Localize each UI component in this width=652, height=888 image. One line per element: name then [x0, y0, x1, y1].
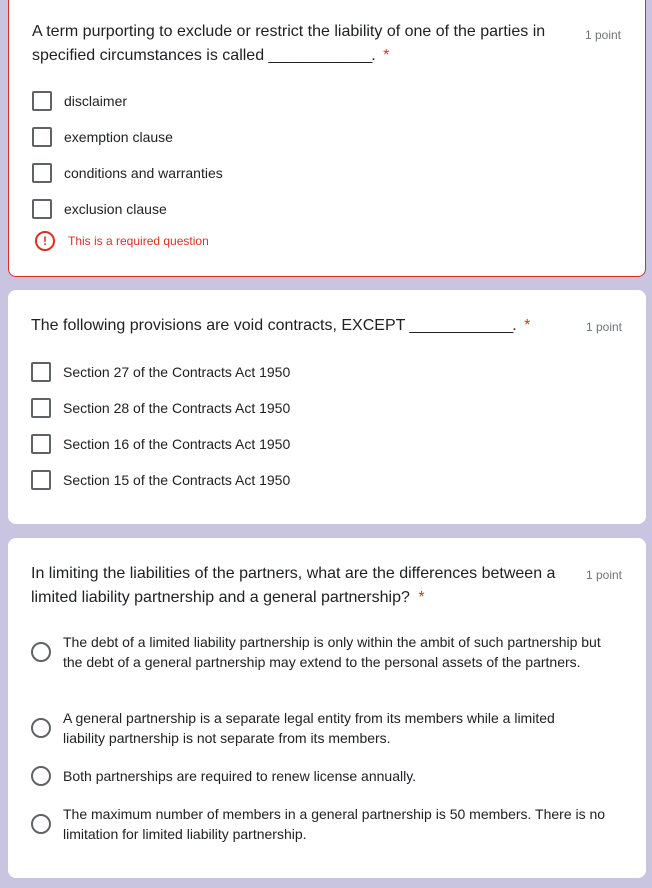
question-card-3: [8, 538, 646, 878]
option-radio[interactable]: [31, 632, 626, 672]
checkbox[interactable]: [31, 362, 51, 382]
radio-button[interactable]: [31, 766, 51, 786]
option-checkbox[interactable]: [31, 362, 626, 382]
option-label: Both partnerships are required to renew license annually.: [63, 768, 417, 784]
option-checkbox[interactable]: [32, 127, 625, 147]
radio-button[interactable]: [31, 642, 51, 662]
option-checkbox[interactable]: [31, 398, 626, 418]
option-checkbox[interactable]: [32, 163, 625, 183]
option-label: The maximum number of members in a general partnership is 50 members. There is no limitation for limited liability partnership.: [63, 806, 606, 842]
blank-line: _____________.: [268, 47, 375, 64]
option-label: Section 15 of the Contracts Act 1950: [63, 472, 291, 488]
option-label: A general partnership is a separate legal entity from its members while a limited liability partnership is not separate from its members.: [63, 710, 555, 746]
checkbox[interactable]: [32, 91, 52, 111]
required-asterisk: *: [383, 47, 390, 64]
radio-button[interactable]: [31, 718, 51, 738]
question-title: The following provisions are void contracts, EXCEPT _____________. *: [31, 317, 531, 334]
question-card-2: [8, 290, 646, 524]
points-label: 1 point: [584, 28, 621, 42]
required-asterisk: *: [524, 317, 531, 334]
option-label: exemption clause: [64, 129, 173, 145]
error-icon: !: [35, 231, 55, 251]
checkbox[interactable]: [31, 434, 51, 454]
question-card-1: [8, 0, 646, 277]
option-label: exclusion clause: [64, 201, 167, 217]
option-radio[interactable]: [31, 766, 626, 786]
required-asterisk: *: [418, 589, 425, 606]
error-message: This is a required question: [68, 234, 209, 248]
question-title: A term purporting to exclude or restrict the liability of one of the parties in specified circumstances is called _____________. *: [32, 23, 546, 64]
checkbox[interactable]: [31, 470, 51, 490]
blank-line: _____________.: [409, 317, 516, 334]
option-checkbox[interactable]: [31, 434, 626, 454]
points-label: 1 point: [585, 568, 622, 582]
option-radio[interactable]: [31, 708, 626, 748]
option-checkbox[interactable]: [32, 199, 625, 219]
option-radio[interactable]: [31, 804, 626, 844]
option-checkbox[interactable]: [32, 91, 625, 111]
question-title: In limiting the liabilities of the partners, what are the differences between a limited liability partnership and a general partnership? *: [31, 565, 556, 606]
option-label: disclaimer: [64, 93, 128, 109]
option-checkbox[interactable]: [31, 470, 626, 490]
option-label: Section 27 of the Contracts Act 1950: [63, 364, 291, 380]
checkbox[interactable]: [32, 199, 52, 219]
checkbox[interactable]: [32, 127, 52, 147]
option-label: Section 16 of the Contracts Act 1950: [63, 436, 291, 452]
required-error: [35, 231, 209, 251]
option-label: Section 28 of the Contracts Act 1950: [63, 400, 291, 416]
radio-button[interactable]: [31, 814, 51, 834]
option-label: conditions and warranties: [64, 165, 223, 181]
checkbox[interactable]: [32, 163, 52, 183]
points-label: 1 point: [585, 320, 622, 334]
checkbox[interactable]: [31, 398, 51, 418]
option-label: The debt of a limited liability partnership is only within the ambit of such partnership but the debt of a general partnership may extend to the personal assets of the partners.: [63, 634, 601, 670]
